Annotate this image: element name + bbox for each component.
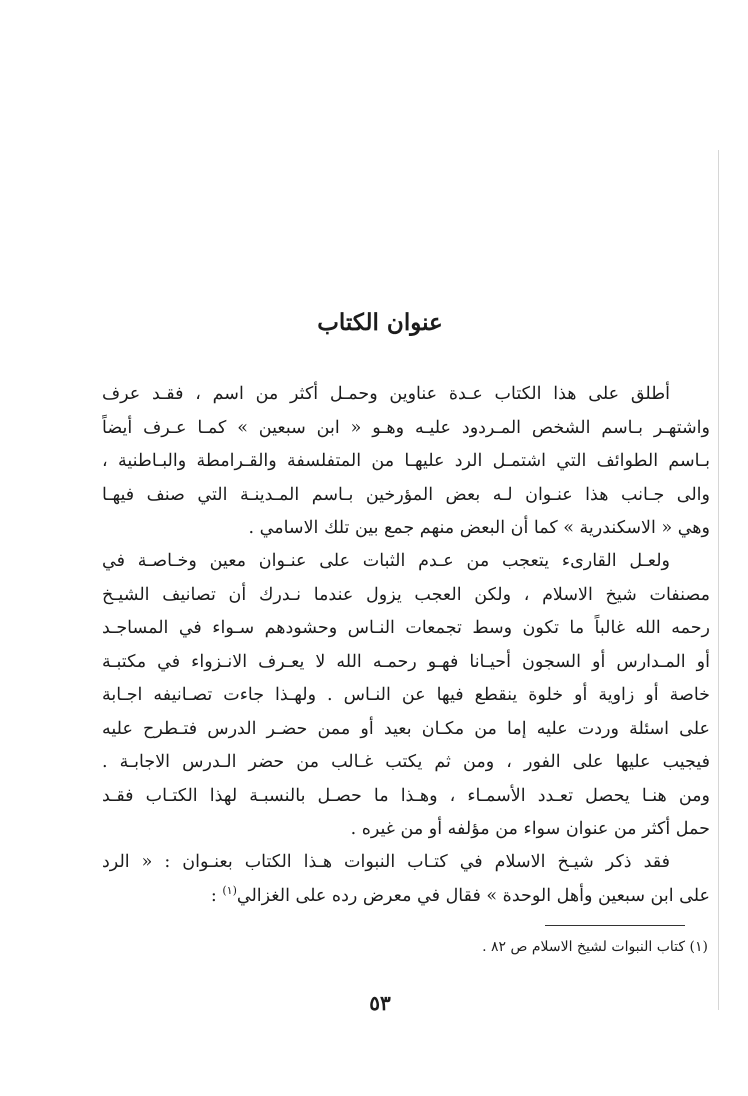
footnote-separator	[545, 925, 685, 926]
text-line: واشتهـر بـاسم الشخص المـردود عليـه وهـو « ابن سبعين » كمـا عـرف أيضاً	[102, 417, 710, 438]
text-segment: :	[210, 885, 217, 906]
text-line: أو المـدارس أو السجون أحيـانا فهـو رحمـه الله لا يعـرف الانـزواء في مكتبـة	[102, 651, 710, 672]
text-line: أطلق على هذا الكتاب عـدة عناوين وحمـل أكثر من اسم ، فقـد عرف	[102, 384, 670, 404]
text-line: على اسئلة وردت عليه إما من مكـان بعيد أو ممن حضـر الدرس فتـطرح عليه	[102, 718, 710, 739]
text-line: ولعـل القارىء يتعجب من عـدم الثبات على عنـوان معين وخـاصـة في	[102, 551, 670, 571]
paragraph-2	[102, 545, 710, 847]
page-edge-line	[718, 150, 719, 1010]
text-line: خاصة أو زاوية أو خلوة ينقطع فيها عن النـاس . ولهـذا جاءت تصـانيفه اجـابة	[102, 685, 710, 705]
paragraph-1	[102, 378, 710, 546]
text-segment: على ابن سبعين وأهل الوحدة » فقال في معرض رده على الغزالي	[236, 885, 710, 906]
text-line: رحمه الله غالباً ما تكون وسط تجمعات النـاس وحشودهم سـواء في المساجـد	[102, 618, 710, 638]
footnote-reference[interactable]: (١)	[222, 883, 237, 897]
footnote: (١) كتاب النبوات لشيخ الاسلام ص ٨٢ .	[482, 939, 708, 955]
text-line: حمل أكثر من عنوان سواء من مؤلفه أو من غيره .	[350, 819, 710, 839]
text-line: فيجيب عليها على الفور ، ومن ثم يكتب غـالب من حضر الـدرس الاجابـة .	[102, 752, 710, 772]
page-number: ٥٣	[369, 991, 391, 1015]
text-line: فقد ذكر شيـخ الاسلام في كتـاب النبوات هـذا الكتاب بعنـوان : « الرد	[102, 852, 670, 872]
text-line: ومن هنـا يحصل تعـدد الأسمـاء ، وهـذا ما حصـل بالنسبـة لهذا الكتـاب فقـد	[102, 785, 710, 806]
text-line: مصنفات شيخ الاسلام ، ولكن العجب يزول عندما نـدرك أن تصانيف الشيـخ	[102, 584, 710, 605]
paragraph-3	[102, 846, 710, 913]
text-line: وهي « الاسكندرية » كما أن البعض منهم جمع بين تلك الاسامي .	[248, 518, 710, 538]
text-line: والى جـانب هذا عنـوان لـه بعض المؤرخين بـاسم المـدينـة التي صنف فيهـا	[102, 484, 710, 505]
chapter-title: عنوان الكتاب	[317, 309, 443, 336]
text-line: بـاسم الطوائف التي اشتمـل الرد عليهـا من المتفلسفة والقـرامطة والبـاطنية ،	[102, 451, 710, 471]
text-line-with-footnote	[102, 880, 710, 914]
